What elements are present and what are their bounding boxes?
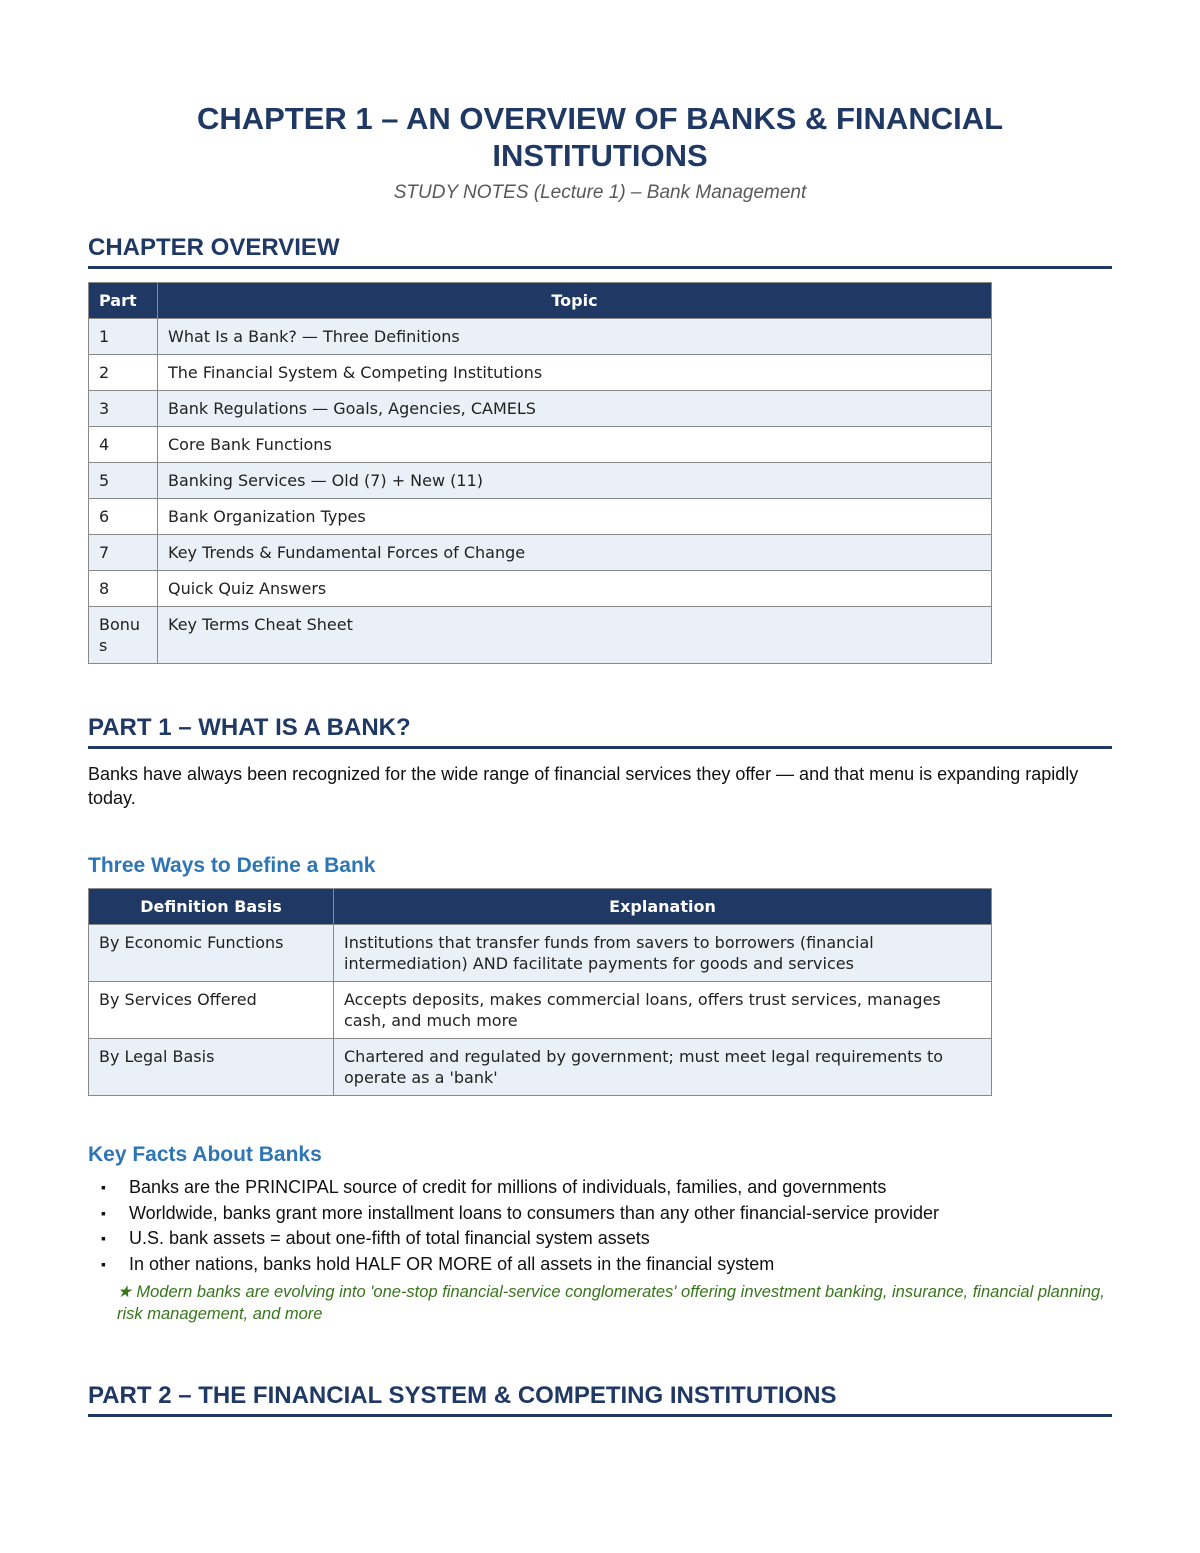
list-item-text: Worldwide, banks grant more installment loans to consumers than any other financial-service provider xyxy=(129,1202,940,1223)
table-row xyxy=(89,499,992,535)
topic-cell: Key Terms Cheat Sheet xyxy=(158,607,992,664)
part-cell: 6 xyxy=(89,499,158,535)
basis-cell: By Economic Functions xyxy=(89,925,334,982)
list-item-text: In other nations, banks hold HALF OR MORE of all assets in the financial system xyxy=(129,1253,775,1274)
table-row xyxy=(89,982,992,1039)
part-cell: 7 xyxy=(89,535,158,571)
section-heading-part-1: PART 1 – WHAT IS A BANK? xyxy=(88,713,1112,749)
topic-cell: Bank Organization Types xyxy=(158,499,992,535)
topic-cell: What Is a Bank? — Three Definitions xyxy=(158,319,992,355)
table-row xyxy=(89,1039,992,1096)
document-title-line-1: CHAPTER 1 – AN OVERVIEW OF BANKS & FINANCIAL xyxy=(196,101,1004,136)
part-cell: 2 xyxy=(89,355,158,391)
list-item xyxy=(88,1226,1112,1252)
table-header-row xyxy=(89,889,992,925)
column-header-explanation: Explanation xyxy=(334,889,992,925)
document-title xyxy=(88,100,1112,174)
part-cell: 1 xyxy=(89,319,158,355)
section-heading-part-2: PART 2 – THE FINANCIAL SYSTEM & COMPETING INSTITUTIONS xyxy=(88,1381,1112,1417)
table-row xyxy=(89,925,992,982)
document-subtitle: STUDY NOTES (Lecture 1) – Bank Management xyxy=(393,182,807,203)
part-cell: 5 xyxy=(89,463,158,499)
list-item-text: U.S. bank assets = about one-fifth of total financial system assets xyxy=(129,1228,650,1248)
bullet-square-icon: ▪ xyxy=(101,1230,106,1246)
part-cell: 8 xyxy=(89,571,158,607)
bullet-square-icon: ▪ xyxy=(101,1179,106,1195)
key-facts-note: ★ Modern banks are evolving into 'one-stop financial-service conglomerates' offering investment banking, insurance, financial planning, risk management, and more xyxy=(117,1283,1105,1323)
list-item xyxy=(88,1252,1112,1278)
table-row xyxy=(89,319,992,355)
chapter-overview-table xyxy=(88,282,992,664)
basis-cell: By Legal Basis xyxy=(89,1039,334,1096)
basis-cell: By Services Offered xyxy=(89,982,334,1039)
topic-cell: Bank Regulations — Goals, Agencies, CAMELS xyxy=(158,391,992,427)
column-header-definition-basis: Definition Basis xyxy=(89,889,334,925)
list-item xyxy=(88,1175,1112,1201)
part-1-intro-paragraph: Banks have always been recognized for the wide range of financial services they offer — and that menu is expanding rapidly today. xyxy=(88,764,1079,808)
list-item xyxy=(88,1201,1112,1227)
topic-cell: Quick Quiz Answers xyxy=(158,571,992,607)
list-item-text: Banks are the PRINCIPAL source of credit for millions of individuals, families, and governments xyxy=(129,1177,887,1197)
table-header-row xyxy=(89,283,992,319)
explanation-cell: Accepts deposits, makes commercial loans, offers trust services, manages cash, and much more xyxy=(334,982,992,1039)
definitions-table xyxy=(88,888,992,1096)
topic-cell: Banking Services — Old (7) + New (11) xyxy=(158,463,992,499)
sub-heading-key-facts: Key Facts About Banks xyxy=(88,1143,322,1166)
table-row xyxy=(89,571,992,607)
explanation-cell: Institutions that transfer funds from savers to borrowers (financial intermediation) AND facilitate payments for goods and services xyxy=(334,925,992,982)
part-cell: Bonus xyxy=(89,607,158,664)
bullet-square-icon: ▪ xyxy=(101,1255,106,1272)
table-row xyxy=(89,607,992,664)
table-row xyxy=(89,391,992,427)
part-cell: 3 xyxy=(89,391,158,427)
sub-heading-three-ways: Three Ways to Define a Bank xyxy=(88,854,376,877)
topic-cell: Core Bank Functions xyxy=(158,427,992,463)
bullet-square-icon: ▪ xyxy=(101,1204,106,1221)
topic-cell: The Financial System & Competing Institutions xyxy=(158,355,992,391)
explanation-cell: Chartered and regulated by government; must meet legal requirements to operate as a 'bank' xyxy=(334,1039,992,1096)
table-row xyxy=(89,427,992,463)
table-row xyxy=(89,535,992,571)
document-title-line-2: INSTITUTIONS xyxy=(492,138,708,173)
table-row xyxy=(89,463,992,499)
key-facts-list xyxy=(88,1175,1112,1277)
table-row xyxy=(89,355,992,391)
part-cell: 4 xyxy=(89,427,158,463)
section-heading-chapter-overview: CHAPTER OVERVIEW xyxy=(88,233,1112,269)
column-header-part: Part xyxy=(89,283,158,319)
topic-cell: Key Trends & Fundamental Forces of Change xyxy=(158,535,992,571)
column-header-topic: Topic xyxy=(158,283,992,319)
